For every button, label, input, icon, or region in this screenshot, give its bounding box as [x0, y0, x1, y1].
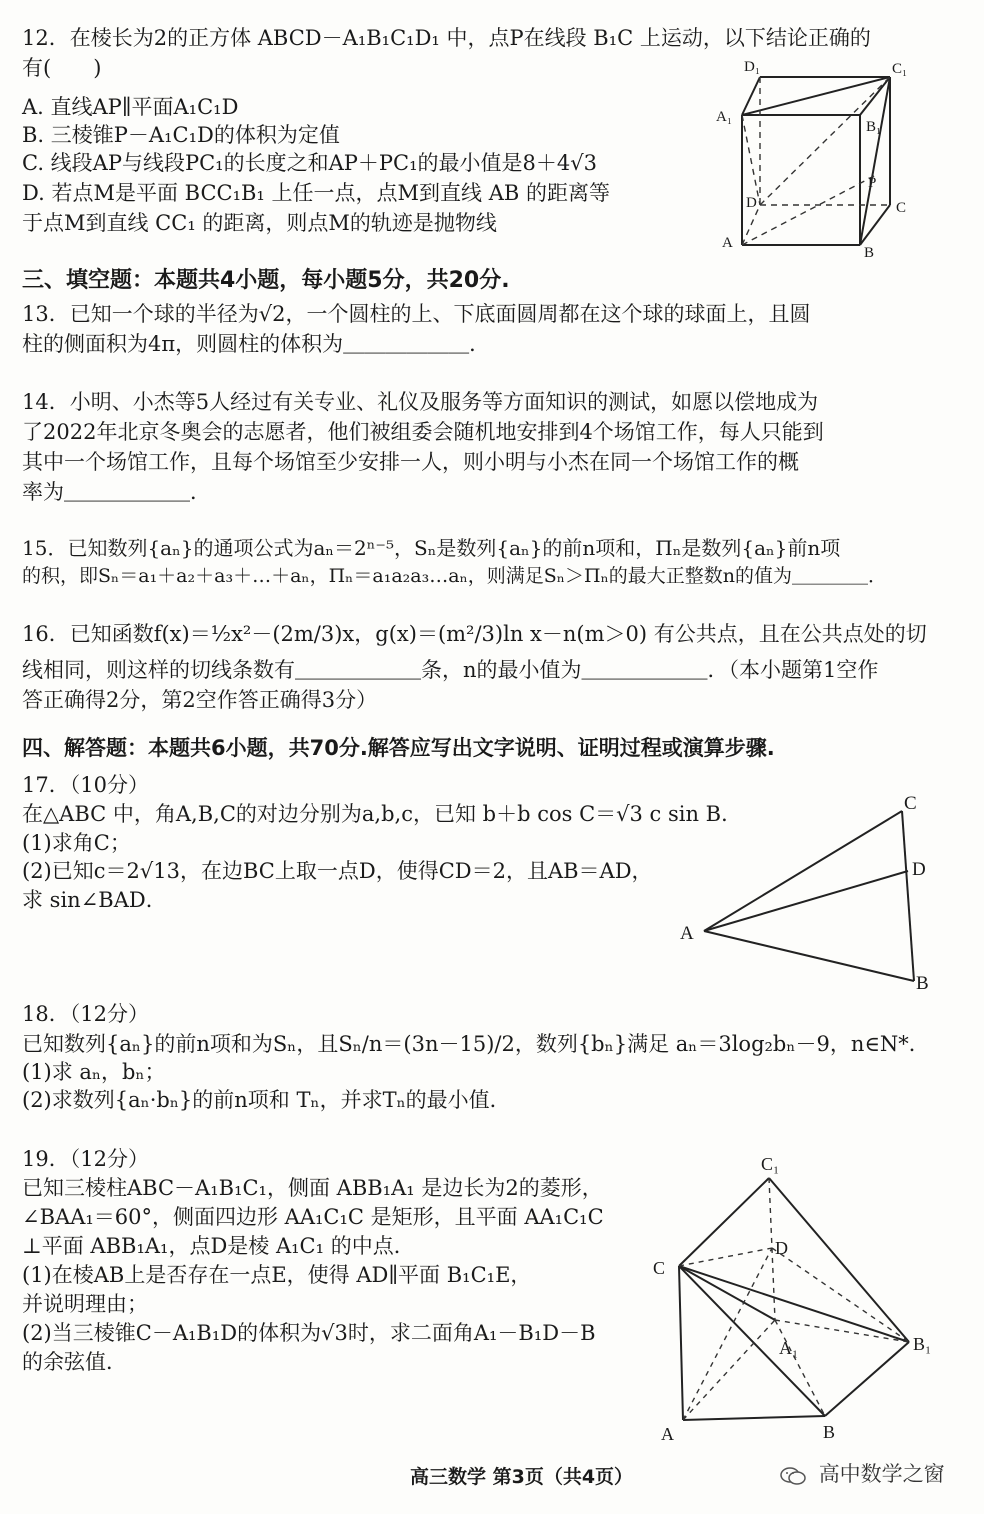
q19-prism-figure	[645, 1148, 945, 1448]
watermark-text: 高中数学之窗	[818, 1462, 945, 1486]
q17-line-2: 在△ABC 中，角A,B,C的对边分别为a,b,c，已知 b＋b cos C＝√3 c sin B．	[22, 802, 743, 826]
q12-option-b: B. 三棱锥P－A₁C₁D的体积为定值	[22, 123, 340, 147]
q19-line-4: ⊥平面 ABB₁A₁，点D是棱 A₁C₁ 的中点．	[22, 1234, 415, 1258]
q16-line-3: 答正确得2分，第2空作答正确得3分）	[22, 688, 378, 712]
section-4-heading: 四、解答题：本题共6小题，共70分.解答应写出文字说明、证明过程或演算步骤.	[22, 736, 775, 760]
page-footer: 高三数学 第3页（共4页）	[410, 1466, 634, 1488]
cube-label-p: P	[868, 175, 877, 191]
prism-label-d: D	[775, 1238, 788, 1258]
q17-line-1: 17．（10分）	[22, 773, 149, 797]
q15-line-2: 的积，即Sₙ＝a₁＋a₂＋a₃＋…＋aₙ，Πₙ＝a₁a₂a₃…aₙ，则满足Sₙ＞Πₙ的最大正整数n的值为＿＿＿＿．	[22, 565, 888, 587]
q19-line-6: 并说明理由；	[22, 1292, 148, 1316]
q17-line-4: (2)已知c＝2√13，在边BC上取一点D，使得CD＝2，且AB＝AD，	[22, 859, 653, 883]
q12-option-c: C. 线段AP与线段PC₁的长度之和AP＋PC₁的最小值是8＋4√3	[22, 151, 597, 175]
q12-option-d-cont: 于点M到直线 CC₁ 的距离，则点M的轨迹是抛物线	[22, 211, 497, 235]
q18-line-4: (2)求数列{aₙ·bₙ}的前n项和 Tₙ，并求Tₙ的最小值．	[22, 1088, 511, 1112]
cube-label-c1: C₁	[892, 61, 908, 77]
q15-line-1: 15．已知数列{aₙ}的通项公式为aₙ＝2ⁿ⁻⁵，Sₙ是数列{aₙ}的前n项和，Πₙ是数列{aₙ}前n项	[22, 536, 841, 560]
q12-line-1: 12．在棱长为2的正方体 ABCD－A₁B₁C₁D₁ 中，点P在线段 B₁C 上运动，以下结论正确的	[22, 26, 871, 50]
q14-line-3: 其中一个场馆工作，且每个场馆至少安排一人，则小明与小杰在同一个场馆工作的概	[22, 450, 799, 474]
q16-line-1: 16．已知函数f(x)＝½x²－(2m/3)x，g(x)＝(m²/3)ln x－n(m＞0) 有公共点，且在公共点处的切	[22, 622, 927, 646]
cube-label-a: A	[722, 235, 733, 251]
q12-option-d: D. 若点M是平面 BCC₁B₁ 上任一点，点M到直线 AB 的距离等	[22, 181, 610, 205]
q17-triangle-figure	[670, 785, 950, 1000]
q19-line-5: (1)在棱AB上是否存在一点E，使得 AD∥平面 B₁C₁E，	[22, 1263, 532, 1287]
tri-label-c: C	[904, 793, 917, 814]
q12-option-a: A. 直线AP∥平面A₁C₁D	[22, 95, 239, 119]
q13-line-2: 柱的侧面积为4π，则圆柱的体积为＿＿＿＿＿＿．	[22, 332, 491, 356]
tri-label-b: B	[916, 973, 929, 994]
prism-label-a: A	[661, 1424, 674, 1444]
section-3-heading: 三、填空题：本题共4小题，每小题5分，共20分.	[22, 268, 510, 293]
watermark	[780, 1458, 945, 1488]
prism-label-b1: B₁	[913, 1334, 932, 1354]
q18-line-2: 已知数列{aₙ}的前n项和为Sₙ，且Sₙ/n＝(3n－15)/2，数列{bₙ}满足 aₙ＝3log₂bₙ－9，n∈N*．	[22, 1032, 930, 1056]
cube-label-b: B	[864, 245, 875, 260]
q12-cube-figure	[700, 55, 930, 260]
q12-line-2: 有( )	[22, 56, 102, 80]
q16-line-2: 线相同，则这样的切线条数有＿＿＿＿＿＿条，n的最小值为＿＿＿＿＿＿．（本小题第1空作	[22, 658, 879, 682]
q18-line-1: 18．（12分）	[22, 1002, 149, 1026]
tri-label-d: D	[912, 859, 926, 880]
q18-line-3: (1)求 aₙ，bₙ；	[22, 1060, 166, 1084]
cube-label-b1: B₁	[866, 119, 882, 135]
q19-line-2: 已知三棱柱ABC－A₁B₁C₁，侧面 ABB₁A₁ 是边长为2的菱形，	[22, 1176, 603, 1200]
wechat-icon	[780, 1466, 806, 1484]
q19-line-8: 的余弦值．	[22, 1350, 127, 1374]
cube-label-a1: A₁	[716, 109, 733, 125]
q19-line-1: 19．（12分）	[22, 1147, 149, 1171]
prism-label-c: C	[653, 1258, 666, 1278]
cube-label-c: C	[896, 200, 907, 216]
q19-line-7: (2)当三棱锥C－A₁B₁D的体积为√3时，求二面角A₁－B₁D－B	[22, 1321, 596, 1345]
q14-line-4: 率为＿＿＿＿＿＿．	[22, 480, 211, 504]
cube-label-d: D	[746, 195, 757, 211]
q17-line-3: (1)求角C；	[22, 831, 131, 855]
q19-line-3: ∠BAA₁＝60°，侧面四边形 AA₁C₁C 是矩形，且平面 AA₁C₁C	[22, 1205, 604, 1229]
prism-label-c1: C₁	[761, 1154, 780, 1174]
prism-label-b: B	[823, 1422, 836, 1442]
q14-line-1: 14．小明、小杰等5人经过有关专业、礼仪及服务等方面知识的测试，如愿以偿地成为	[22, 390, 819, 414]
q13-line-1: 13．已知一个球的半径为√2，一个圆柱的上、下底面圆周都在这个球的球面上，且圆	[22, 302, 811, 326]
q14-line-2: 了2022年北京冬奥会的志愿者，他们被组委会随机地安排到4个场馆工作，每人只能到	[22, 420, 824, 444]
cube-label-d1: D₁	[744, 59, 761, 75]
tri-label-a: A	[680, 923, 694, 944]
q17-line-5: 求 sin∠BAD．	[22, 888, 167, 912]
prism-label-a1: A₁	[779, 1338, 799, 1358]
